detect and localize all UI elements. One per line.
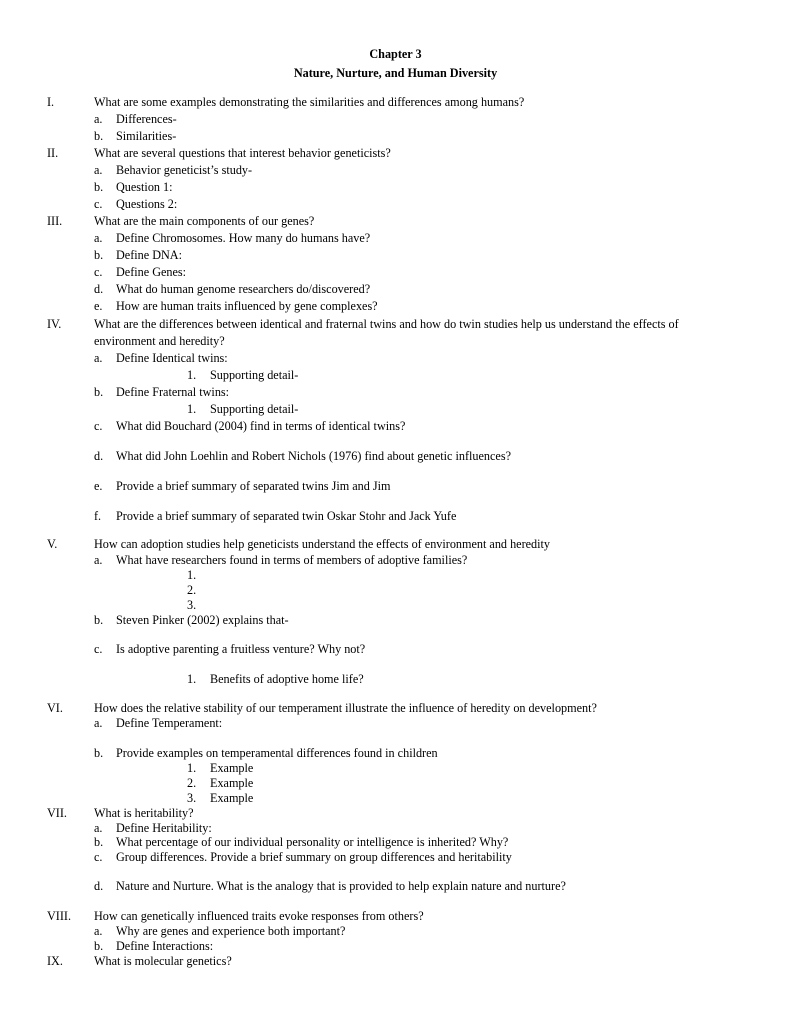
- item-letter: b.: [94, 180, 104, 194]
- sub-item-text: Example: [210, 761, 254, 775]
- item-letter: b.: [94, 613, 104, 627]
- item-letter: c.: [94, 419, 103, 433]
- item-letter: a.: [94, 163, 103, 177]
- sub-item-number: 1.: [187, 672, 197, 686]
- section-number: I.: [47, 95, 55, 109]
- item-text: Questions 2:: [116, 197, 178, 211]
- item-letter: e.: [94, 299, 103, 313]
- item-text: What do human genome researchers do/discovered?: [116, 282, 371, 296]
- item-letter: a.: [94, 553, 103, 567]
- sub-item-text: Example: [210, 791, 254, 805]
- section-question: How can genetically influenced traits evoke responses from others?: [94, 909, 424, 923]
- item-letter: b.: [94, 129, 104, 143]
- item-text: Nature and Nurture. What is the analogy that is provided to help explain nature and nurture?: [116, 879, 566, 893]
- sub-item-number: 1.: [187, 402, 197, 416]
- sub-item-text: Supporting detail-: [210, 368, 299, 382]
- chapter-title: Nature, Nurture, and Human Diversity: [293, 66, 498, 80]
- section-number: II.: [47, 146, 59, 160]
- item-letter: a.: [94, 716, 103, 730]
- chapter-number: Chapter 3: [369, 47, 422, 61]
- sub-item-number: 1.: [187, 568, 197, 582]
- item-text: Differences-: [116, 112, 177, 126]
- item-letter: d.: [94, 879, 104, 893]
- item-text: What percentage of our individual personality or intelligence is inherited? Why?: [116, 835, 509, 849]
- section-number: VII.: [47, 806, 67, 820]
- item-text: Define Interactions:: [116, 939, 214, 953]
- item-letter: a.: [94, 112, 103, 126]
- section-question: How can adoption studies help geneticists understand the effects of environment and heredity: [94, 537, 551, 551]
- section-number: VIII.: [47, 909, 72, 923]
- section-question: What are the main components of our genes?: [94, 214, 315, 228]
- item-letter: c.: [94, 850, 103, 864]
- item-letter: b.: [94, 746, 104, 760]
- section-question: How does the relative stability of our temperament illustrate the influence of heredity on development?: [94, 701, 597, 715]
- section-number: VI.: [47, 701, 63, 715]
- section-question: What is molecular genetics?: [94, 954, 232, 968]
- section-question: What are several questions that interest behavior geneticists?: [94, 146, 391, 160]
- section-number: IX.: [47, 954, 63, 968]
- item-letter: a.: [94, 924, 103, 938]
- item-text: Define Temperament:: [116, 716, 223, 730]
- section-question: What are some examples demonstrating the similarities and differences among humans?: [94, 95, 525, 109]
- section-number: III.: [47, 214, 63, 228]
- item-letter: b.: [94, 248, 104, 262]
- item-letter: e.: [94, 479, 103, 493]
- item-letter: c.: [94, 265, 103, 279]
- item-text: Define Identical twins:: [116, 351, 228, 365]
- sub-item-text: Supporting detail-: [210, 402, 299, 416]
- item-text: Define Heritability:: [116, 821, 212, 835]
- item-text: Provide a brief summary of separated twins Jim and Jim: [116, 479, 391, 493]
- item-letter: d.: [94, 449, 104, 463]
- sub-item-text: Benefits of adoptive home life?: [210, 672, 364, 686]
- item-letter: f.: [94, 509, 102, 523]
- sub-item-number: 2.: [187, 583, 197, 597]
- item-text: Similarities-: [116, 129, 177, 143]
- item-text: Steven Pinker (2002) explains that-: [116, 613, 289, 627]
- item-text: Define Fraternal twins:: [116, 385, 230, 399]
- item-text: Is adoptive parenting a fruitless venture? Why not?: [116, 642, 366, 656]
- sub-item-number: 2.: [187, 776, 197, 790]
- item-letter: b.: [94, 939, 104, 953]
- section-number: V.: [47, 537, 58, 551]
- sub-item-number: 1.: [187, 368, 197, 382]
- item-text: Provide examples on temperamental differences found in children: [116, 746, 438, 760]
- sub-item-text: Example: [210, 776, 254, 790]
- item-text: Behavior geneticist’s study-: [116, 163, 253, 177]
- item-text: Why are genes and experience both important?: [116, 924, 346, 938]
- sub-item-number: 1.: [187, 761, 197, 775]
- section-question: What are the differences between identical and fraternal twins and how do twin studies help us understand the effects of: [94, 317, 679, 331]
- section-question-continued: environment and heredity?: [94, 334, 225, 348]
- item-text: What did John Loehlin and Robert Nichols (1976) find about genetic influences?: [116, 449, 511, 463]
- sub-item-number: 3.: [187, 791, 197, 805]
- sub-item-number: 3.: [187, 598, 197, 612]
- item-letter: c.: [94, 642, 103, 656]
- item-letter: b.: [94, 835, 104, 849]
- item-text: Group differences. Provide a brief summary on group differences and heritability: [116, 850, 512, 864]
- item-letter: d.: [94, 282, 104, 296]
- item-text: How are human traits influenced by gene complexes?: [116, 299, 378, 313]
- item-letter: c.: [94, 197, 103, 211]
- item-letter: a.: [94, 231, 103, 245]
- section-number: IV.: [47, 317, 62, 331]
- item-text: Define Genes:: [116, 265, 187, 279]
- item-text: Question 1:: [116, 180, 173, 194]
- item-text: Define DNA:: [116, 248, 182, 262]
- item-text: Define Chromosomes. How many do humans have?: [116, 231, 371, 245]
- item-letter: a.: [94, 821, 103, 835]
- item-text: What have researchers found in terms of members of adoptive families?: [116, 553, 468, 567]
- item-letter: a.: [94, 351, 103, 365]
- section-question: What is heritability?: [94, 806, 194, 820]
- item-text: What did Bouchard (2004) find in terms of identical twins?: [116, 419, 406, 433]
- item-text: Provide a brief summary of separated twin Oskar Stohr and Jack Yufe: [116, 509, 457, 523]
- item-letter: b.: [94, 385, 104, 399]
